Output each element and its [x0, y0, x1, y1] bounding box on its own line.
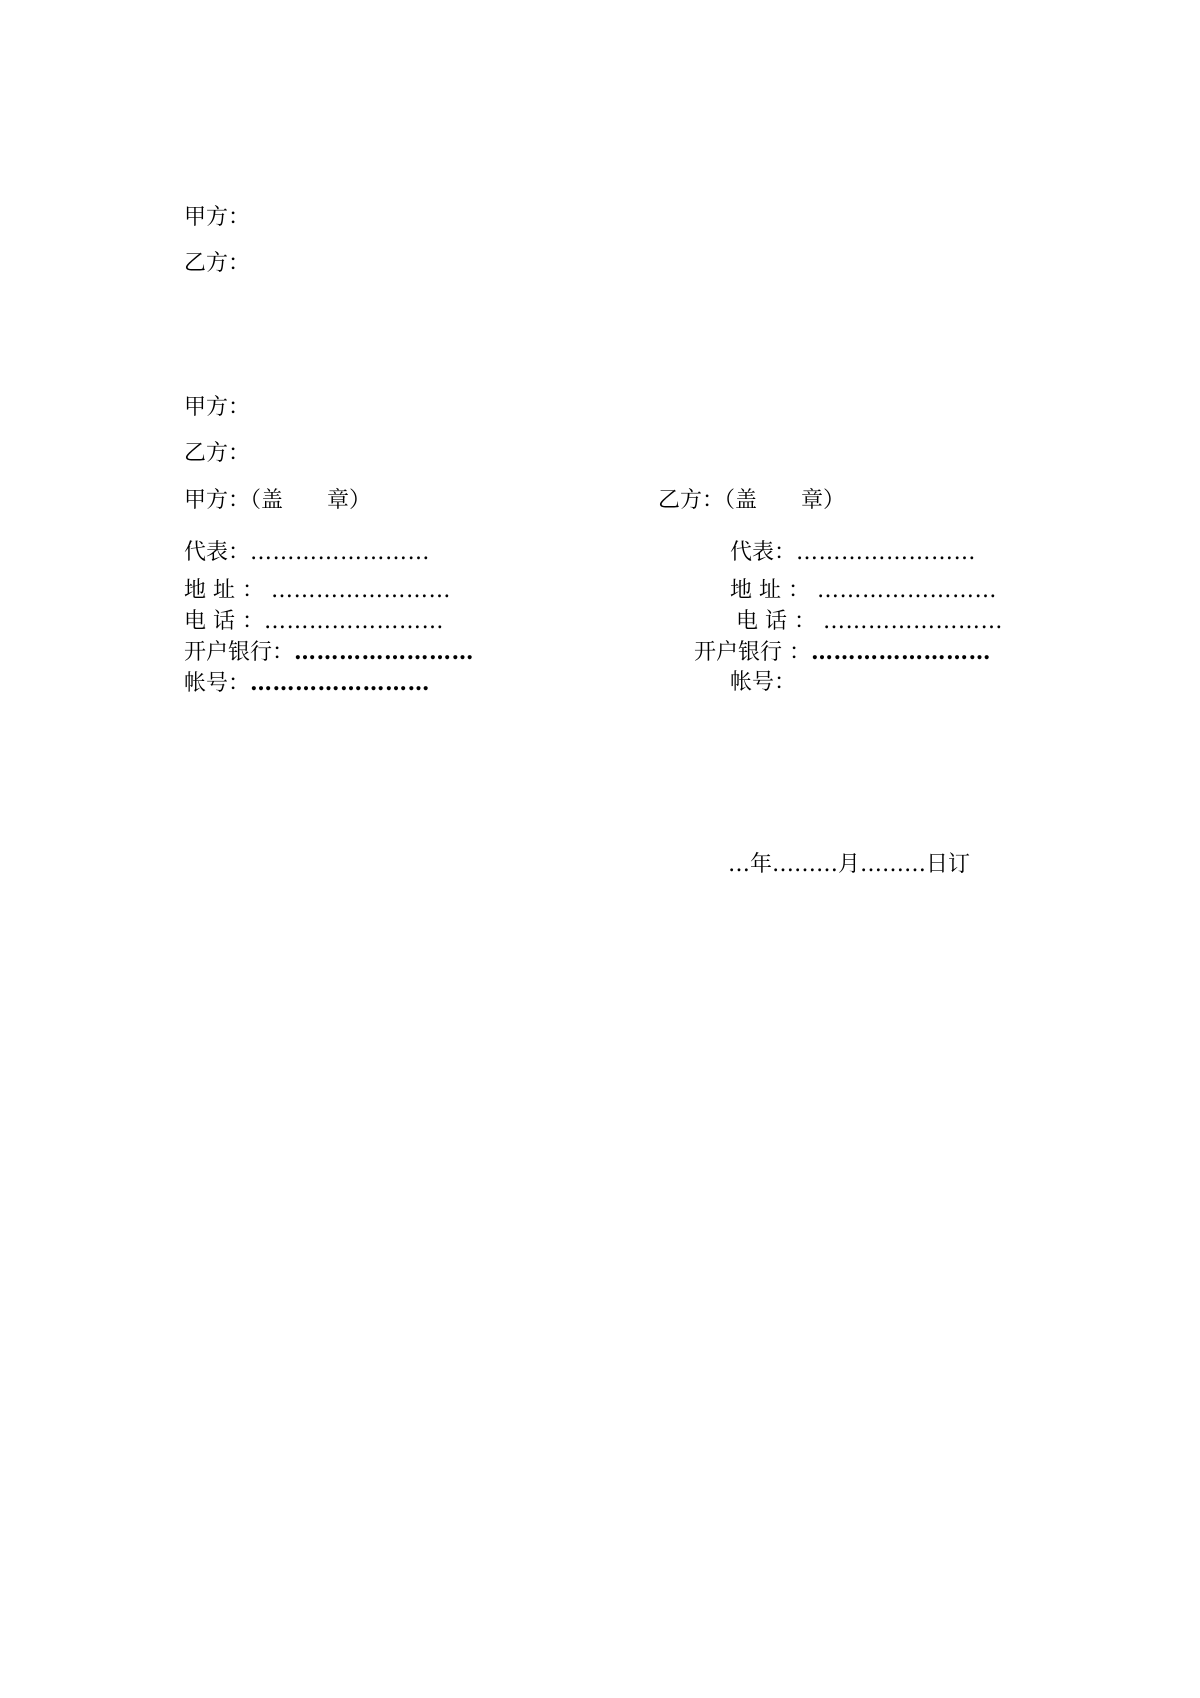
party-b-account	[730, 670, 796, 696]
party-b-address-dots: ……………………	[817, 578, 997, 603]
party-a-account	[184, 670, 430, 697]
party-a-phone-dots: ……………………	[264, 609, 444, 634]
party-b-phone-dots: ……………………	[823, 609, 1003, 634]
party-a-bank	[184, 639, 474, 666]
party-a-address	[184, 578, 451, 604]
party-b-address	[730, 578, 997, 604]
party-a-label-middle: 甲方：	[184, 395, 251, 420]
party-b-rep	[730, 540, 976, 566]
party-b-rep-dots: ……………………	[796, 540, 977, 565]
party-a-address-label: 地 址 ：	[184, 578, 264, 603]
party-b-account-label: 帐号：	[730, 670, 797, 695]
party-a-rep-dots: ……………………	[250, 540, 431, 565]
party-b-bank	[694, 639, 991, 666]
party-a-seal: 甲方：（盖 章）	[184, 488, 372, 513]
party-a-rep-label: 代表：	[184, 540, 251, 565]
party-b-bank-label: 开户银行 ：	[694, 640, 811, 665]
party-a-phone-label: 电 话 ：	[184, 609, 264, 634]
party-b-bank-dots: ……………………	[811, 639, 991, 665]
party-a-label-top: 甲方：	[184, 205, 251, 230]
party-b-label-top: 乙方：	[184, 251, 251, 276]
party-a-account-label: 帐号：	[184, 671, 251, 696]
party-b-address-label: 地 址 ：	[730, 578, 810, 603]
party-a-account-dots: ……………………	[250, 670, 431, 696]
party-b-label-middle: 乙方：	[184, 441, 251, 466]
party-b-phone	[736, 609, 1003, 635]
party-a-bank-label: 开户银行：	[184, 640, 295, 665]
party-a-address-dots: ……………………	[271, 578, 451, 603]
party-b-phone-label: 电 话 ：	[736, 609, 816, 634]
party-a-rep	[184, 540, 430, 566]
date-line: …年………月………日订	[728, 852, 971, 877]
party-a-bank-dots: ……………………	[294, 639, 475, 665]
party-b-rep-label: 代表：	[730, 540, 797, 565]
party-b-seal: 乙方：（盖 章）	[658, 488, 846, 513]
party-a-phone	[184, 609, 444, 635]
